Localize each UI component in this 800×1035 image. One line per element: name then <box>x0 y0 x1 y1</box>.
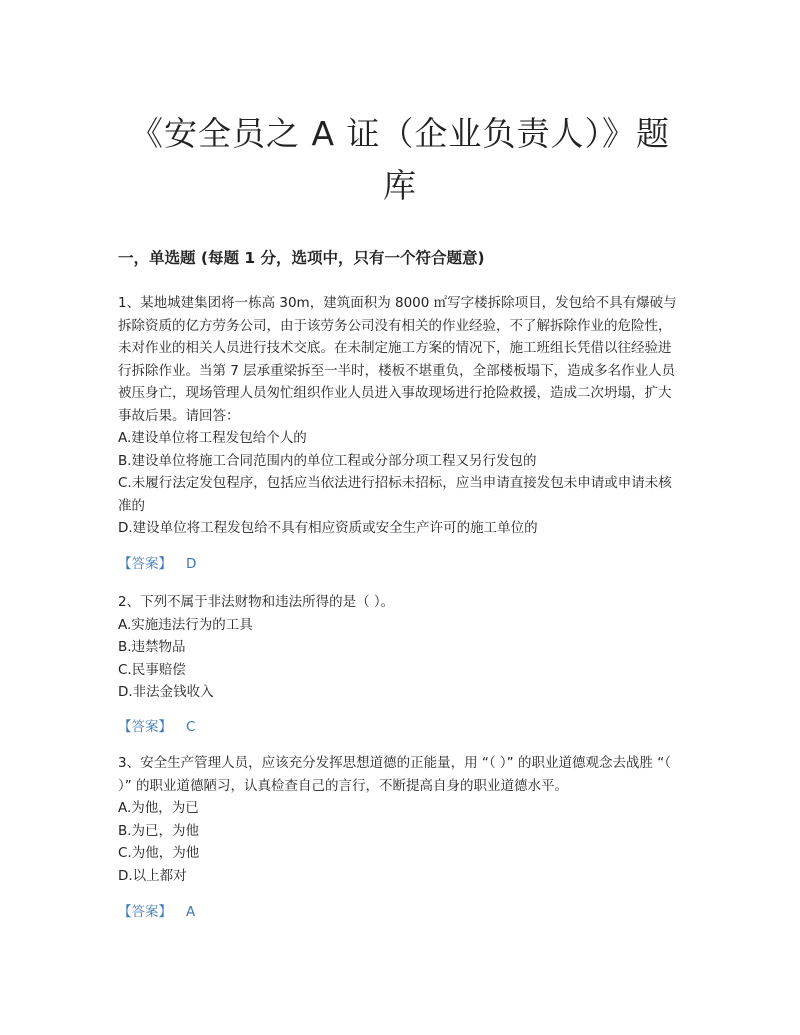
option-b: B.为已，为他 <box>118 822 200 839</box>
question-1 <box>118 292 684 540</box>
option-c: C.民事赔偿 <box>118 661 186 678</box>
option-d: D.建设单位将工程发包给不具有相应资质或安全生产许可的施工单位的 <box>118 520 538 536</box>
answer-label: 【答案】 <box>118 904 172 920</box>
answer-value: D <box>186 556 197 572</box>
answer-value: C <box>186 719 196 735</box>
option-c: C.未履行法定发包程序，包括应当依法进行招标未招标，应当申请直接发包未申请或申请未核准的 <box>118 475 672 514</box>
answer-label: 【答案】 <box>118 719 172 735</box>
question-2 <box>118 591 684 704</box>
option-b: B.建设单位将施工合同范围内的单位工程或分部分项工程又另行发包的 <box>118 452 537 469</box>
title-line-1: 《安全员之 A 证（企业负责人）》题 <box>129 114 671 153</box>
question-3 <box>118 752 684 887</box>
question-stem: 1、某地城建集团将一栋高 30m，建筑面积为 8000 ㎡写字楼拆除项目，发包给不具有爆破与拆除资质的亿方劳务公司，由于该劳务公司没有相关的作业经验，不了解拆除作业的危险性，未对作业的相关人员进行技术交底。在未制定施工方案的情况下，施工班组长凭借以往经验进行拆除作业。当第 7 层承重梁拆至一半时，楼板不堪重负，全部楼板塌下，造成多名作业人员被压身亡，现场管理人员匆忙组织作业人员进入事故现场进行抢险救援，造成二次坍塌，扩大事故后果。请回答： <box>118 295 677 424</box>
question-stem: 3、安全生产管理人员，应该充分发挥思想道德的正能量，用 “（ ）” 的职业道德观念去战胜 “（ ）” 的职业道德陋习，认真检查自己的言行，不断提高自身的职业道德水平。 <box>118 755 671 794</box>
option-a: A.实施违法行为的工具 <box>118 616 253 633</box>
answer-3 <box>118 901 195 923</box>
option-d: D.非法金钱收入 <box>118 684 214 700</box>
answer-2 <box>118 716 195 738</box>
option-b: B.违禁物品 <box>118 639 186 655</box>
document-title <box>100 108 700 212</box>
section-heading: 一，单选题 (每题 1 分，选项中，只有一个符合题意) <box>118 249 485 267</box>
title-line-2: 库 <box>383 166 417 205</box>
question-stem: 2、下列不属于非法财物和违法所得的是（ ）。 <box>118 594 395 610</box>
option-a: A.为他，为已 <box>118 800 199 816</box>
option-d: D.以上都对 <box>118 867 187 884</box>
answer-label: 【答案】 <box>118 556 172 572</box>
option-a: A.建设单位将工程发包给个人的 <box>118 430 307 446</box>
option-c: C.为他，为他 <box>118 845 200 861</box>
answer-1 <box>118 553 196 575</box>
answer-value: A <box>186 904 196 920</box>
